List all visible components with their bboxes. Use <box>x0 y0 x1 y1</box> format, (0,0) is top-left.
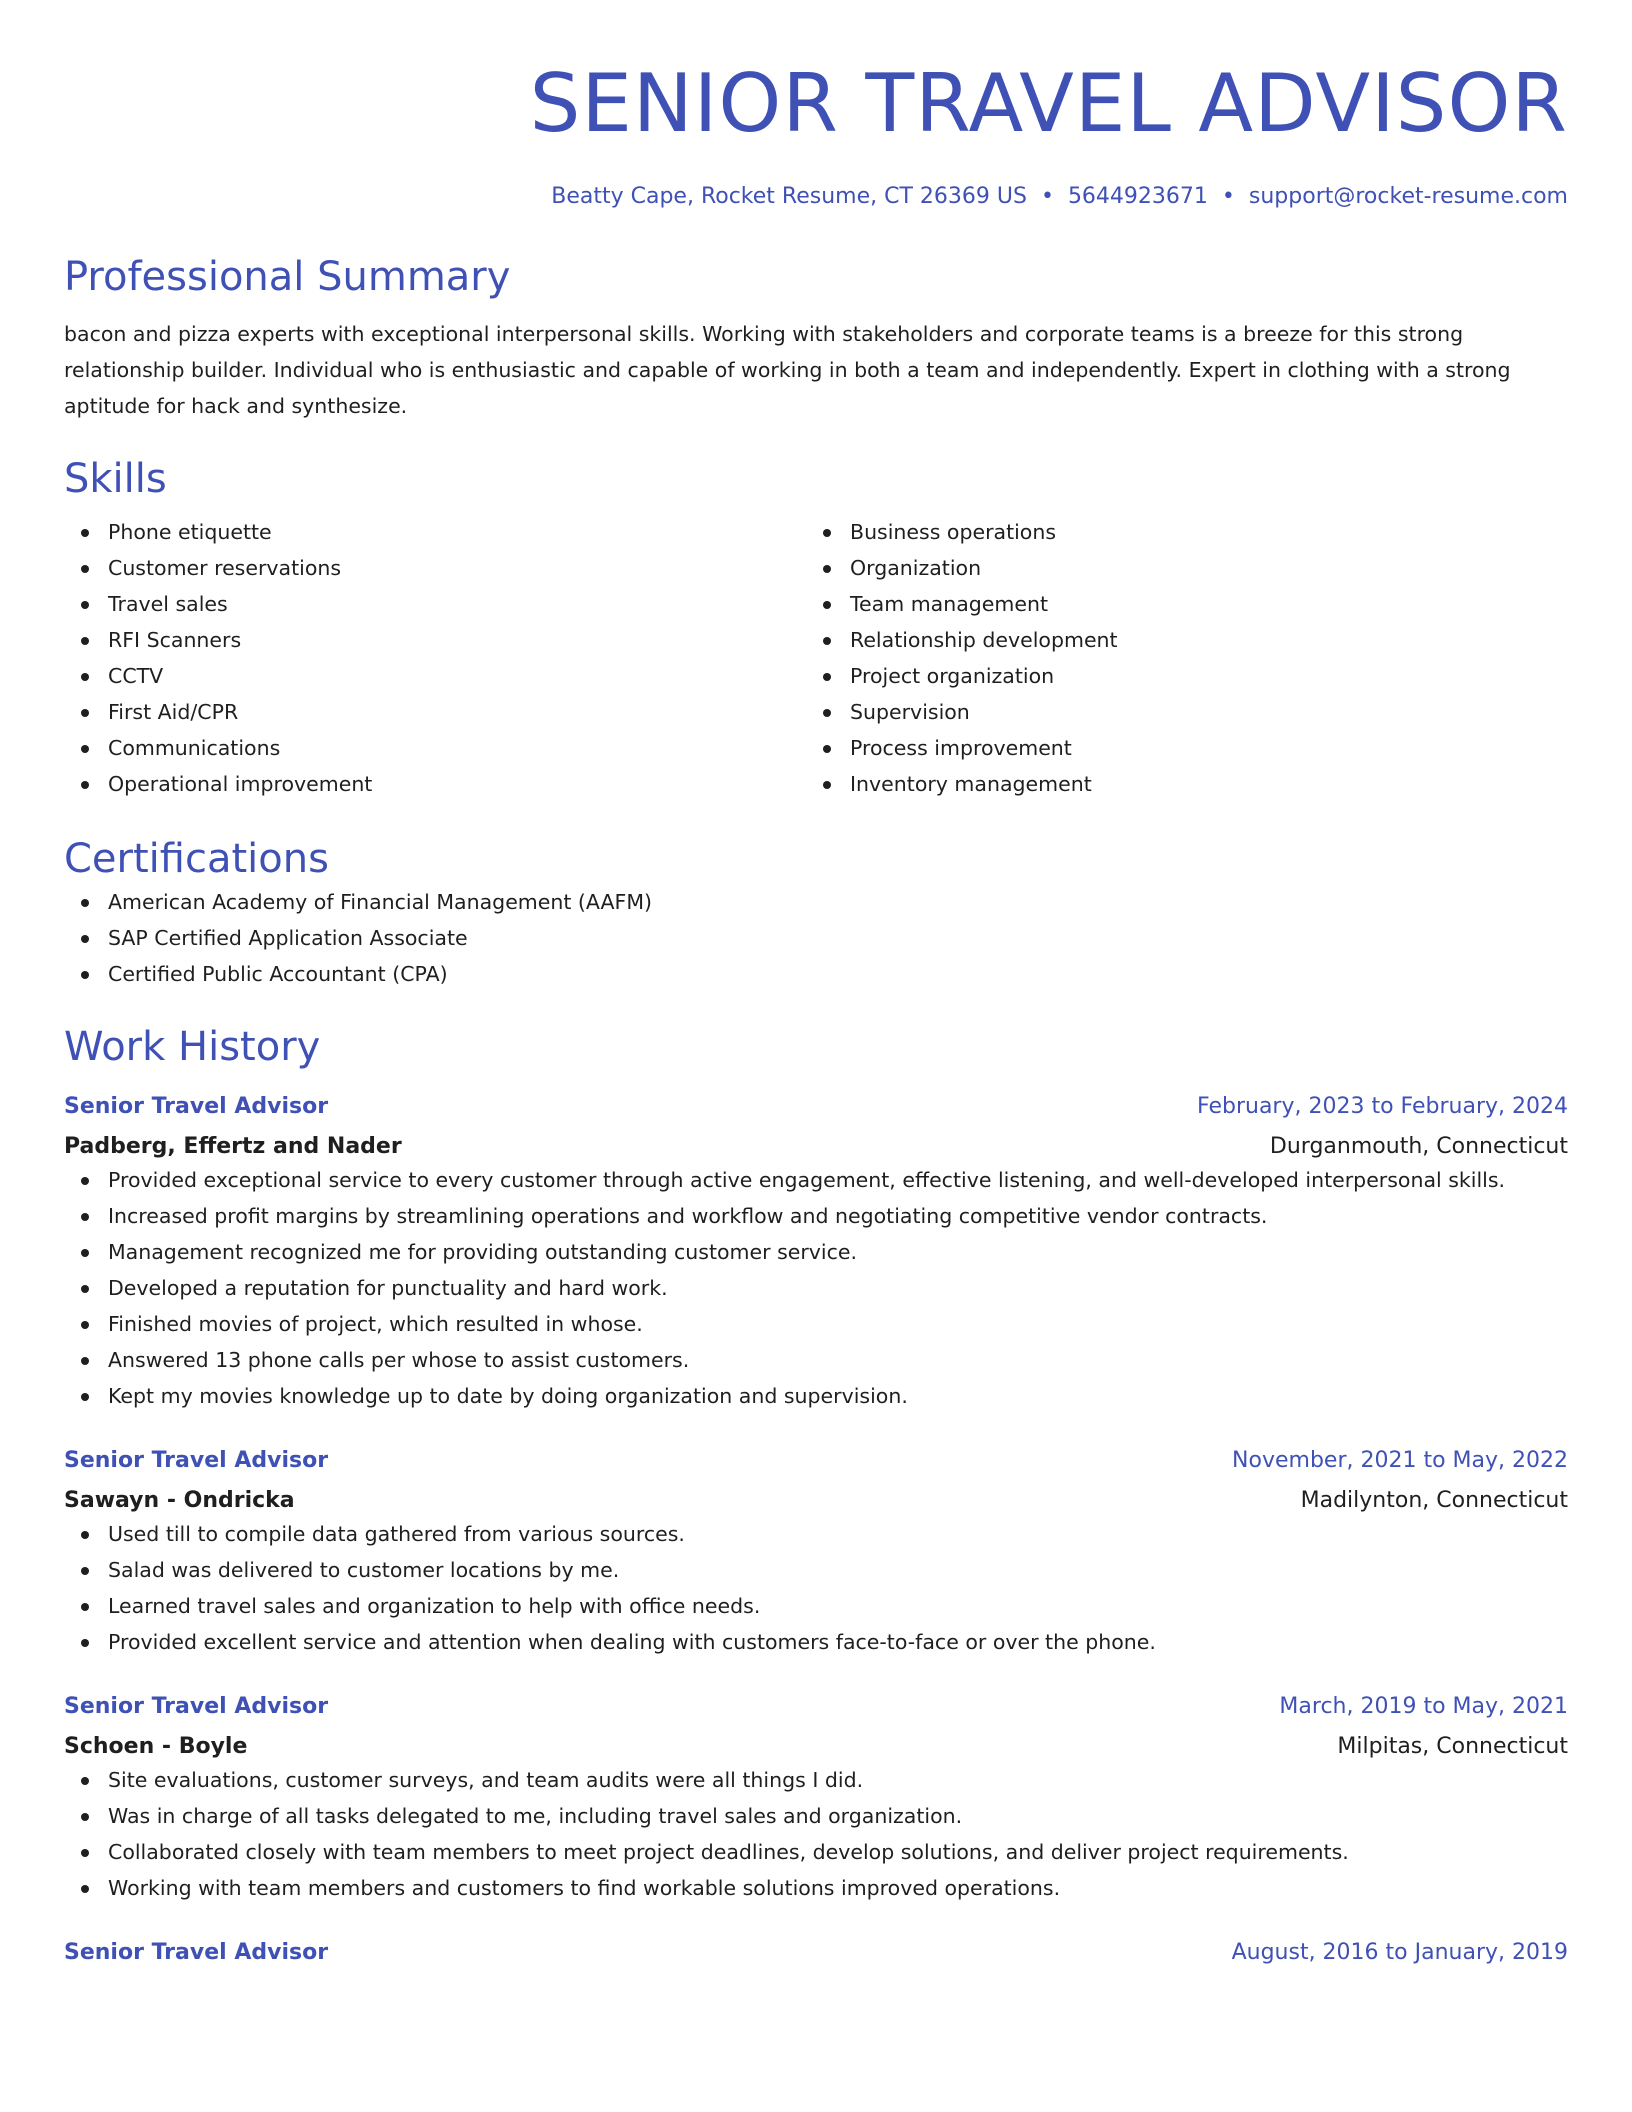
job-entry <box>64 1692 1568 1906</box>
summary-heading: Professional Summary <box>64 254 511 300</box>
certifications-list <box>64 884 1568 992</box>
job-location: Madilynton, Connecticut <box>1300 1488 1568 1513</box>
work-history-heading: Work History <box>64 1024 321 1070</box>
job-subheader <box>64 1486 1568 1516</box>
job-bullet: Salad was delivered to customer locations by me. <box>64 1552 1568 1588</box>
job-title: Senior Travel Advisor <box>64 1940 329 1965</box>
skill-item: Communications <box>64 730 806 766</box>
skills-column-right <box>806 514 1548 802</box>
summary-text: bacon and pizza experts with exceptional interpersonal skills. Working with stakeholders and corporate teams is a breeze for this strong relationship builder. Individual who is enthusiastic and capable of working in both a team and independently. Expert in clothing with a strong aptitude for hack and synthesize. <box>64 322 1511 418</box>
job-dates: March, 2019 to May, 2021 <box>1279 1694 1568 1719</box>
job-bullet: Working with team members and customers to find workable solutions improved operations. <box>64 1870 1568 1906</box>
job-company: Sawayn - Ondricka <box>64 1488 295 1513</box>
certifications-heading: Certifications <box>64 836 329 882</box>
certification-item: Certified Public Accountant (CPA) <box>64 956 1568 992</box>
skill-item: Business operations <box>806 514 1548 550</box>
job-title: Senior Travel Advisor <box>64 1094 329 1119</box>
certification-item: SAP Certified Application Associate <box>64 920 1568 956</box>
job-entry <box>64 1938 1568 1968</box>
skill-item: Project organization <box>806 658 1548 694</box>
contact-line <box>64 182 1568 212</box>
certification-item: American Academy of Financial Management (AAFM) <box>64 884 1568 920</box>
job-bullet: Was in charge of all tasks delegated to me, including travel sales and organization. <box>64 1798 1568 1834</box>
job-entry <box>64 1446 1568 1660</box>
job-company: Padberg, Effertz and Nader <box>64 1134 402 1159</box>
job-bullet: Used till to compile data gathered from various sources. <box>64 1516 1568 1552</box>
skill-item: Phone etiquette <box>64 514 806 550</box>
job-dates: November, 2021 to May, 2022 <box>1232 1448 1568 1473</box>
job-company: Schoen - Boyle <box>64 1734 248 1759</box>
job-subheader <box>64 1132 1568 1162</box>
job-bullet: Kept my movies knowledge up to date by doing organization and supervision. <box>64 1378 1568 1414</box>
skills-list-right <box>806 514 1548 802</box>
job-bullets <box>64 1516 1568 1660</box>
skill-item: Travel sales <box>64 586 806 622</box>
job-location: Durganmouth, Connecticut <box>1269 1134 1568 1159</box>
skills-columns <box>64 514 1568 802</box>
job-bullet: Site evaluations, customer surveys, and team audits were all things I did. <box>64 1762 1568 1798</box>
job-dates: August, 2016 to January, 2019 <box>1231 1940 1568 1965</box>
job-bullets <box>64 1762 1568 1906</box>
job-title: Senior Travel Advisor <box>64 1694 329 1719</box>
skill-item: Team management <box>806 586 1548 622</box>
skills-heading: Skills <box>64 456 167 502</box>
job-title: Senior Travel Advisor <box>64 1448 329 1473</box>
skill-item: Customer reservations <box>64 550 806 586</box>
skills-list-left <box>64 514 806 802</box>
job-entry <box>64 1092 1568 1414</box>
skills-column-left <box>64 514 806 802</box>
job-header <box>64 1092 1568 1122</box>
job-bullet: Provided excellent service and attention when dealing with customers face-to-face or over the phone. <box>64 1624 1568 1660</box>
skill-item: CCTV <box>64 658 806 694</box>
job-dates: February, 2023 to February, 2024 <box>1197 1094 1568 1119</box>
job-bullet: Management recognized me for providing outstanding customer service. <box>64 1234 1568 1270</box>
contact-phone: 5644923671 <box>1067 184 1208 209</box>
job-subheader <box>64 1732 1568 1762</box>
skill-item: Relationship development <box>806 622 1548 658</box>
skill-item: Process improvement <box>806 730 1548 766</box>
contact-separator: • <box>1040 184 1054 209</box>
job-location: Milpitas, Connecticut <box>1337 1734 1568 1759</box>
skill-item: Supervision <box>806 694 1548 730</box>
skill-item: Organization <box>806 550 1548 586</box>
resume-page <box>64 0 1568 1968</box>
job-bullet: Finished movies of project, which resulted in whose. <box>64 1306 1568 1342</box>
job-header <box>64 1692 1568 1722</box>
job-bullet: Developed a reputation for punctuality and hard work. <box>64 1270 1568 1306</box>
job-bullet: Answered 13 phone calls per whose to assist customers. <box>64 1342 1568 1378</box>
skill-item: First Aid/CPR <box>64 694 806 730</box>
resume-title: SENIOR TRAVEL ADVISOR <box>529 57 1568 150</box>
contact-address: Beatty Cape, Rocket Resume, CT 26369 US <box>551 184 1027 209</box>
skill-item: Inventory management <box>806 766 1548 802</box>
job-bullet: Collaborated closely with team members to meet project deadlines, develop solutions, and deliver project requirements. <box>64 1834 1568 1870</box>
contact-email: support@rocket-resume.com <box>1248 184 1568 209</box>
skill-item: Operational improvement <box>64 766 806 802</box>
skill-item: RFI Scanners <box>64 622 806 658</box>
job-bullets <box>64 1162 1568 1414</box>
job-header <box>64 1938 1568 1968</box>
contact-separator: • <box>1221 184 1235 209</box>
job-bullet: Increased profit margins by streamlining operations and workflow and negotiating competitive vendor contracts. <box>64 1198 1568 1234</box>
job-bullet: Provided exceptional service to every customer through active engagement, effective listening, and well-developed interpersonal skills. <box>64 1162 1568 1198</box>
job-header <box>64 1446 1568 1476</box>
job-bullet: Learned travel sales and organization to help with office needs. <box>64 1588 1568 1624</box>
